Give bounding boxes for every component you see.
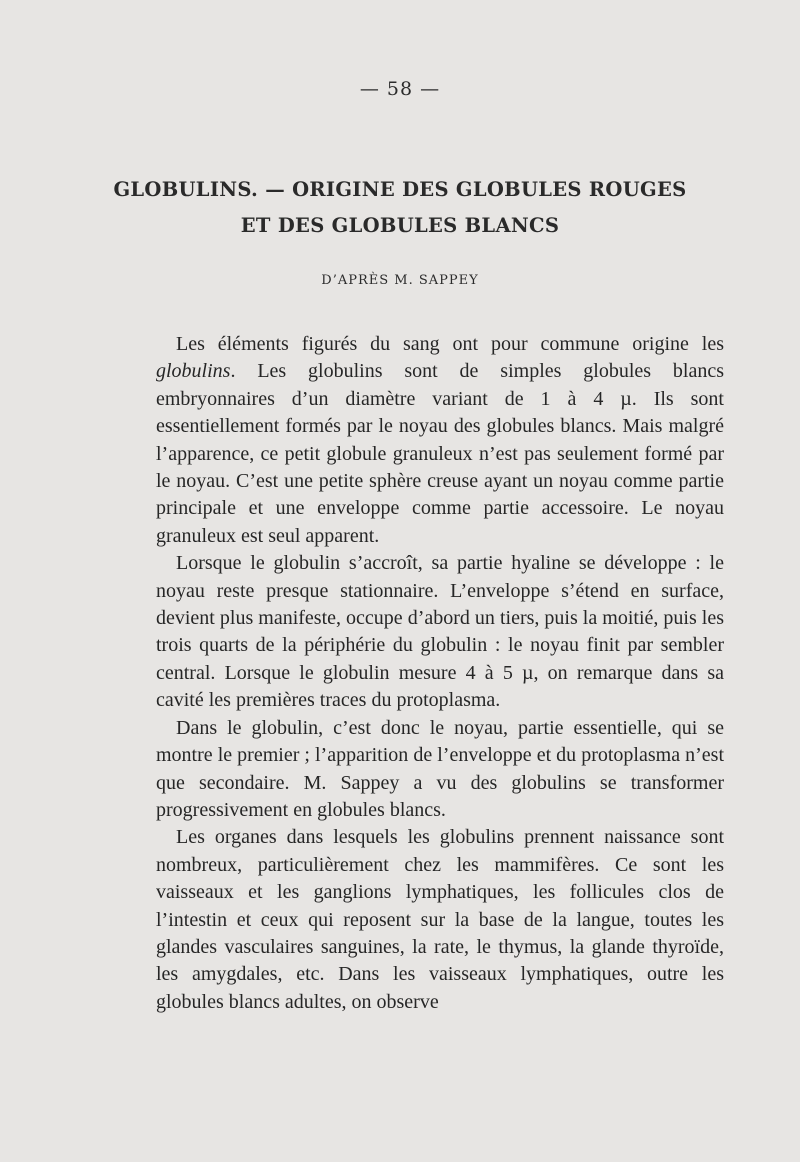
paragraph-2: Lorsque le globulin s’accroît, sa partie hyaline se développe : le noyau reste presque stationnaire. L’enveloppe s’étend en surface, devient plus manifeste, occupe d’abord un tiers, puis la moitié, puis les trois quarts de la périphérie du globulin : le noyau finit par sembler central. Lorsque le globulin mesure 4 à 5 µ, on remarque dans sa cavité les premières traces du protoplasma. <box>156 552 724 712</box>
paragraph-1-start: Les éléments figurés du sang ont pour commune origine les <box>176 333 724 355</box>
paragraph-3: Dans le globulin, c’est donc le noyau, partie essentielle, qui se montre le premier ; l’apparition de l’enveloppe et du protoplasma n’est que secondaire. M. Sappey a vu des globulins se transformer progressivement en globules blancs. <box>156 716 724 821</box>
paragraph-1-rest: . Les globulins sont de simples globules blancs embryonnaires d’un diamètre variant de 1 à 4 µ. Ils sont essentiellement formés par le noyau des globules blancs. Mais malgré l’apparence, ce petit globule granuleux n’est pas seulement formé par le noyau. C’est une petite sphère creuse ayant un noyau comme partie principale et une enveloppe comme partie accessoire. Le noyau granuleux est seul apparent. <box>156 360 724 547</box>
italic-term: globulins <box>156 360 231 383</box>
page-number: — 58 — <box>359 78 441 100</box>
paragraph-1 <box>156 331 724 550</box>
byline: D’APRÈS M. SAPPEY <box>321 273 479 288</box>
chapter-title-line-1: GLOBULINS. — ORIGINE DES GLOBULES ROUGES <box>113 178 687 201</box>
paragraph-4: Les organes dans lesquels les globulins prennent naissance sont nombreux, particulièrement chez les mammifères. Ce sont les vaisseaux et les ganglions lymphatiques, les follicules clos de l’intestin et ceux qui reposent sur la base de la langue, toutes les glandes vasculaires sanguines, la rate, le thymus, la glande thyroïde, les amygdales, etc. Dans les vaisseaux lymphatiques, outre les globules blancs adultes, on observe <box>156 826 724 1013</box>
body-text <box>156 331 724 1016</box>
chapter-title-line-2: ET DES GLOBULES BLANCS <box>240 214 560 237</box>
